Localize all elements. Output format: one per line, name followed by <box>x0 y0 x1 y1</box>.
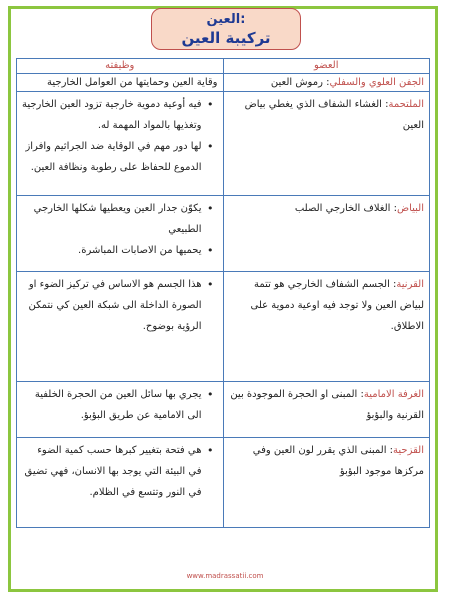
function-item: • فيه أوعية دموية خارجية تزود العين الخارجية وتغذيها بالمواد المهمة له. <box>22 94 202 136</box>
table-row-eyelids <box>17 74 430 92</box>
function-cell <box>17 74 224 92</box>
function-item: • هي فتحة بتغيير كبرها حسب كمية الضوء في البيئة التي يوجد بها الانسان، فهي تضيق في النور وتتسع في الظلام. <box>22 440 202 503</box>
header-function: وظيفته <box>17 59 224 74</box>
function-item: • لها دور مهم في الوقاية ضد الجراثيم وافراز الدموع للحفاظ على رطوبة ونظافة العين. <box>22 136 202 178</box>
function-list <box>22 94 218 178</box>
function-list <box>22 440 218 503</box>
function-item: • يكوّن جدار العين ويعطيها شكلها الخارجي الطبيعي <box>22 198 202 240</box>
title-line1: العين: <box>206 12 246 27</box>
organ-desc: : المبنى او الحجرة الموجودة بين القرنية والبؤبؤ <box>230 389 424 421</box>
organ-desc: : الغلاف الخارجي الصلب <box>294 203 397 214</box>
organ-cell <box>223 382 430 438</box>
organ-cell <box>223 272 430 382</box>
eye-structure-table <box>16 58 430 528</box>
organ-name: القزحية <box>393 445 424 456</box>
function-list <box>22 384 218 426</box>
organ-name: القرنية <box>396 279 424 290</box>
organ-cell <box>223 74 430 92</box>
function-cell <box>17 438 224 528</box>
organ-name: الجفن العلوي والسفلي <box>329 77 424 88</box>
footer-url[interactable]: www.madrassatii.com <box>186 572 264 580</box>
organ-cell <box>223 92 430 196</box>
function-cell <box>17 196 224 272</box>
function-list <box>22 198 218 261</box>
organ-cell <box>223 438 430 528</box>
title-line2: تركيبة العين <box>181 29 271 47</box>
organ-desc: : الغشاء الشفاف الذي يغطي بياض العين <box>244 99 424 131</box>
function-cell <box>17 92 224 196</box>
function-item: • يجري بها سائل العين من الحجرة الخلفية الى الامامية عن طريق البؤبؤ. <box>22 384 202 426</box>
table-row-conjunctiva <box>17 92 430 196</box>
function-text: وقاية العين وحمايتها من العوامل الخارجية <box>47 77 218 88</box>
organ-desc: : الجسم الشفاف الخارجي هو تتمة لبياض العين ولا توجد فيه اوعية دموية على الاطلاق. <box>250 279 424 332</box>
table-row-cornea <box>17 272 430 382</box>
function-list <box>22 274 218 337</box>
organ-desc: : رموش العين <box>270 77 330 88</box>
table-row-iris <box>17 438 430 528</box>
organ-cell <box>223 196 430 272</box>
header-organ: العضو <box>223 59 430 74</box>
title-box <box>151 8 301 50</box>
function-cell <box>17 272 224 382</box>
function-item: • هذا الجسم هو الاساس في تركيز الضوء او الصورة الداخلة الى شبكة العين كي نتمكن الرؤية بوضوح. <box>22 274 202 337</box>
table-row-anterior-chamber <box>17 382 430 438</box>
organ-desc: : المبنى الذي يقرر لون العين وفي مركزها موجود البؤبؤ <box>252 445 424 477</box>
organ-name: البياض <box>397 203 424 214</box>
organ-name: الملتحمة <box>388 99 424 110</box>
function-item: • يحميها من الاصابات المباشرة. <box>22 240 202 261</box>
organ-name: الغرفة الامامية <box>363 389 424 400</box>
function-cell <box>17 382 224 438</box>
table-row-sclera <box>17 196 430 272</box>
